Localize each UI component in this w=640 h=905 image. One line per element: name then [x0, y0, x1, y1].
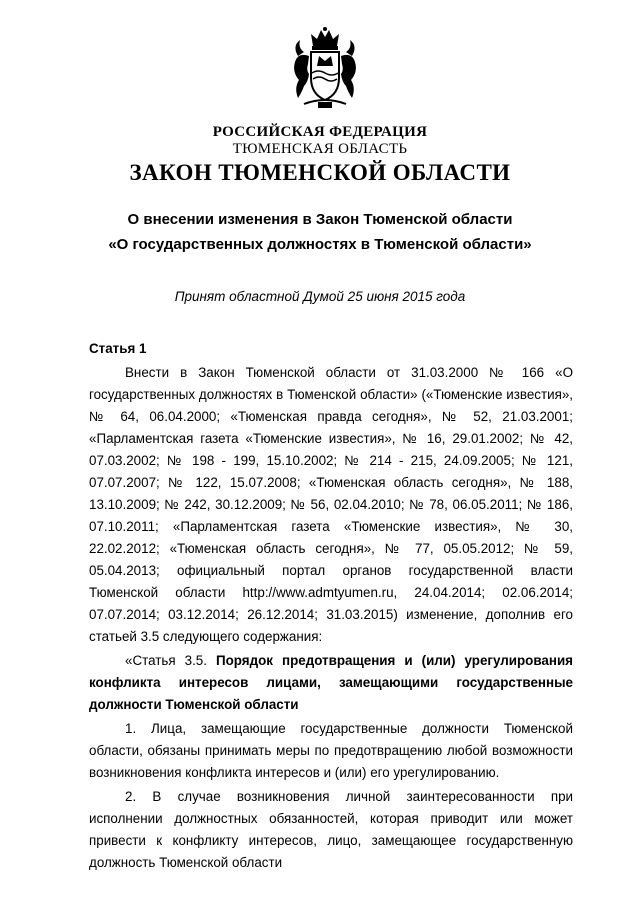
new-article-prefix: «Статья 3.5.	[125, 653, 207, 668]
law-title-line-2: «О государственных должностях в Тюменской области»	[108, 236, 532, 253]
tyumen-coat-of-arms-icon	[284, 26, 366, 112]
point-2-paragraph: 2. В случае возникновения личной заинтересованности при исполнении должностных обязанностей, которая приводит или может привести к конфликту интересов, лицо, замещающее государственную должность Тюменской области	[89, 789, 573, 870]
new-article-paragraph	[89, 650, 573, 716]
adoption-note: Принят областной Думой 25 июня 2015 года	[174, 289, 466, 304]
point-1-paragraph: 1. Лица, замещающие государственные должности Тюменской области, обязаны принимать меры по предотвращению любой возможности возникновения конфликта интересов и (или) его урегулированию.	[89, 721, 573, 780]
region-heading: ТЮМЕНСКАЯ ОБЛАСТЬ	[232, 141, 408, 157]
document-body	[89, 338, 573, 874]
article-heading: Статья 1	[89, 341, 147, 356]
law-title-line-1: О внесении изменения в Закон Тюменской области	[127, 211, 513, 228]
document-type-heading: ЗАКОН ТЮМЕНСКОЙ ОБЛАСТИ	[129, 160, 511, 185]
article-intro-paragraph: Внести в Закон Тюменской области от 31.03.2000 № 166 «О государственных должностях в Тюменской области» («Тюменские известия», № 64, 06.04.2000; «Тюменская правда сегодня», № 52, 21.03.2001; «Парламентская газета «Тюменские известия», № 16, 29.01.2002; № 42, 07.03.2002; № 198 - 199, 15.10.2002; № 214 - 215, 24.09.2005; № 121, 07.07.2007; № 122, 15.07.2008; «Тюменская область сегодня», № 188, 13.10.2009; № 242, 30.12.2009; № 56, 02.04.2010; № 78, 06.05.2011; № 186, 07.10.2011; «Парламентская газета «Тюменские известия», № 30, 22.02.2012; «Тюменская область сегодня», № 77, 05.05.2012; № 59, 05.04.2013; официальный портал органов государственной власти Тюменской области http://www.admtyumen.ru, 24.04.2014; 02.06.2014; 07.07.2014; 03.12.2014; 26.12.2014; 31.03.2015) изменение, дополнив его статьей 3.5 следующего содержания:	[89, 365, 573, 644]
country-heading: РОССИЙСКАЯ ФЕДЕРАЦИЯ	[212, 124, 428, 140]
new-article-title: Порядок предотвращения и (или) урегулирования конфликта интересов лицами, замещающими государственные должности Тюменской области	[89, 653, 573, 712]
